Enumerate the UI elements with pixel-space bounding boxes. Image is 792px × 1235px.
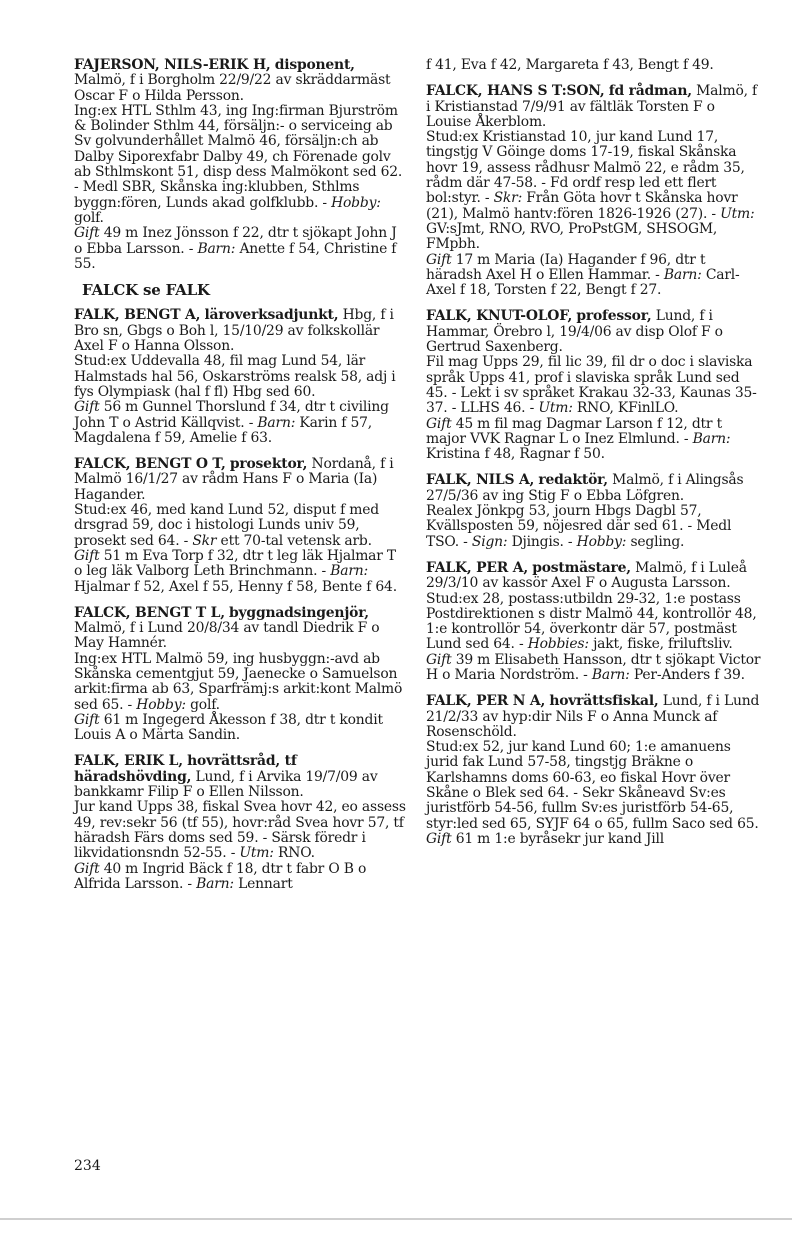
entry-title: läroverksadjunkt, (204, 307, 339, 324)
entry-title: fd rådman, (608, 83, 692, 100)
entry-text: Carl-Axel f 18, Torsten f 22, Bengt f 27. (426, 266, 740, 299)
entry-birth-info: Nordanå, f i Malmö 16/1/27 av rådm Hans F o Maria (Ia) Hagander. (74, 456, 394, 503)
entry-label: Utm: (720, 205, 755, 222)
entry-label: Gift (74, 547, 100, 564)
biography-entry (74, 754, 406, 892)
entry-label: Skr (192, 532, 217, 549)
entry-label: Utm: (538, 400, 573, 417)
entry-text: Lennart (238, 875, 293, 892)
entry-text: RNO. (277, 845, 315, 862)
entry-name: FALK, NILS A, (426, 472, 535, 489)
biography-entry (426, 309, 762, 462)
entry-text: Kristina f 48, Ragnar f 50. (426, 446, 605, 463)
entry-text: 61 m Ingegerd Åkesson f 38, dtr t kondit Louis A o Märta Sandin. (74, 711, 383, 744)
entry-label: Sign: (471, 533, 508, 550)
entry-title: hovrättsråd, tf häradshövding, (74, 753, 297, 785)
entry-label: Gift (74, 711, 100, 728)
entry-text: Jur kand Upps 38, fiskal Svea hovr 42, eo assess 49, rev:sekr 56 (tf 55), hovr:råd Svea hovr 57, tf häradsh Färs doms sed 59. - Särsk föredr i likvidationsndn 52-55. - (74, 799, 406, 862)
entry-label: Barn: (257, 414, 296, 431)
entry-birth-info: Malmö, f i Lund 20/8/34 av tandl Diedrik F o May Hamnér. (74, 620, 380, 652)
entry-label: Barn: (692, 430, 731, 447)
entry-text: Från Göta hovr t Skånska hovr (21), Malmö hantv:fören 1826-1926 (27). - (426, 190, 738, 222)
entry-text: golf. (190, 696, 220, 713)
entry-text: 17 m Maria (Ia) Hagander f 96, dtr t häradsh Axel H o Ellen Hammar. - (426, 251, 706, 283)
entry-text: 49 m Inez Jönsson f 22, dtr t sjökapt John J o Ebba Larsson. - (74, 225, 397, 257)
entry-text: Stud:ex Kristianstad 10, jur kand Lund 17, tingstjg V Göinge doms 17-19, fiskal Skånska hovr 19, assess rådhusr Malmö 22, e rådm 35, rådm där 47-58. - Fd ordf resp led ett flert bol:styr. - (426, 129, 745, 207)
entry-title: professor, (576, 308, 652, 325)
entry-continuation (426, 58, 762, 73)
entry-birth-info: Lund, f i Arvika 19/7/09 av bankkamr Filip F o Ellen Nilsson. (74, 768, 378, 801)
entry-birth-info: Hbg, f i Bro sn, Gbgs o Boh l, 15/10/29 av folkskollär Axel F o Hanna Olsson. (74, 307, 394, 355)
entry-title: byggnadsingenjör, (229, 604, 369, 621)
biography-entry (426, 84, 762, 298)
entry-text: Djingis. - (511, 533, 573, 550)
cross-reference: FALCK se FALK (82, 281, 210, 300)
biography-entry (74, 457, 406, 595)
entry-text: Fil mag Upps 29, fil lic 39, fil dr o doc i slaviska språk Upps 41, prof i slaviska språk Lund sed 45. - Lekt i sv språket Krakau 32-33, Kaunas 35-37. - LLHS 46. - (426, 354, 757, 417)
entry-text: 39 m Elisabeth Hansson, dtr t sjökapt Victor H o Maria Nordström. - (426, 651, 761, 683)
entry-text: segling. (630, 533, 685, 550)
entry-birth-info: Malmö, f i Luleå 29/3/10 av kassör Axel F o Augusta Larsson. (426, 559, 747, 592)
entry-text: 56 m Gunnel Thorslund f 34, dtr t civiling John T o Astrid Källqvist. - (74, 399, 389, 431)
entry-label: Gift (74, 860, 100, 877)
entry-name: FALK, PER N A, (426, 693, 546, 710)
entry-text: Stud:ex Uddevalla 48, fil mag Lund 54, lär Halmstads hal 56, Oskarströms realsk 58, adj i fys Olympiask (hal f fl) Hbg sed 60. (74, 353, 396, 400)
biography-entry (74, 606, 406, 744)
entry-text: 51 m Eva Torp f 32, dtr t leg läk Hjalmar T o leg läk Valborg Leth Brinchmann. - (74, 547, 396, 580)
entry-label: Skr: (493, 190, 523, 207)
entry-label: Barn: (591, 666, 630, 683)
entry-name: FALK, BENGT A, (74, 307, 201, 324)
entry-label: Barn: (197, 240, 236, 257)
entry-name: FALK, PER A, (426, 559, 528, 576)
entry-text: 40 m Ingrid Bäck f 18, dtr t fabr O B o Alfrida Larsson. - (74, 860, 367, 892)
entry-text: Per-Anders f 39. (633, 666, 745, 683)
entry-name: FALCK, HANS S T:SON, (426, 83, 605, 100)
entry-label: Hobbies: (527, 636, 589, 653)
entry-label: Utm: (239, 845, 274, 862)
entry-name: FALK, KNUT-OLOF, (426, 308, 573, 325)
entry-label: Gift (426, 651, 452, 668)
entry-text: RNO, KFinlLO. (576, 400, 679, 417)
entry-label: Gift (74, 225, 100, 242)
entry-label: Gift (74, 399, 100, 416)
entry-text: jakt, fiske, friluftsliv. (593, 636, 733, 653)
entry-name: FAJERSON, NILS-ERIK H, (74, 57, 271, 73)
entry-label: Barn: (663, 266, 702, 283)
biography-entry (74, 58, 406, 272)
entry-text: Karin f 57, Magdalena f 59, Amelie f 63. (74, 414, 372, 446)
continuation-text: f 41, Eva f 42, Margareta f 43, Bengt f 49. (426, 57, 714, 73)
entry-text: Stud:ex 52, jur kand Lund 60; 1:e amanuens jurid fak Lund 57-58, tingstjg Bräkne o Karlshamns doms 60-63, eo fiskal Hovr över Skåne o Blek sed 64. - Sekr Skåneavd Sv:es juristförb 54-56, fullm Sv:es juristförb 54-65, styr:led sed 65, SYJF 64 o 65, fullm Saco sed 65. (426, 739, 759, 832)
entry-name: FALCK, BENGT T L, (74, 604, 225, 621)
entry-text: Anette f 54, Christine f 55. (74, 240, 397, 272)
entry-label: Gift (426, 415, 452, 432)
entry-text: Ing:ex HTL Malmö 59, ing husbyggn:-avd ab Skånska cementgjut 59, Jaenecke o Samuelson arkit:firma ab 63, Sparfrämj:s arkit:kont Malmö sed 65. - (74, 650, 403, 713)
entry-text: Stud:ex 28, postass:utbildn 29-32, 1:e postass Postdirektionen s distr Malmö 44, kontrollör 48, 1:e kontrollör 54, överkontr där 57, postmäst Lund sed 64. - (426, 590, 757, 653)
entry-label: Barn: (196, 875, 234, 892)
entry-label: Gift (426, 830, 452, 847)
biography-entry (426, 694, 762, 847)
page-edge-divider (0, 1218, 792, 1220)
entry-birth-info: Malmö, f i Kristianstad 7/9/91 av fältläk Torsten F o Louise Åkerblom. (426, 83, 757, 130)
entry-birth-info: Lund, f i Lund 21/2/33 av hyp:dir Nils F o Anna Munck af Rosenschöld. (426, 693, 760, 740)
entry-label: Barn: (330, 563, 368, 580)
entry-label: Hobby: (136, 696, 186, 713)
biography-entry (426, 561, 762, 683)
entry-title: prosektor, (229, 456, 308, 473)
entry-label: Hobby: (576, 533, 627, 550)
entry-name: FALCK, BENGT O T, (74, 456, 226, 473)
entry-birth-info: Lund, f i Hammar, Örebro l, 19/4/06 av disp Olof F o Gertrud Saxenberg. (426, 308, 723, 356)
biography-entry (74, 308, 406, 446)
left-column (74, 58, 406, 903)
entry-text: Ing:ex HTL Sthlm 43, ing Ing:firman Bjurström & Bolinder Sthlm 44, försäljn:- o serviceing ab Sv golvunderhållet Malmö 46, försäljn:ch ab Dalby Siporexfabr Dalby 49, ch Förenade golv ab Sthlmskont 51, disp dess Malmökont sed 62. - Medl SBR, Skånska ing:klubben, Sthlms byggn:fören, Lunds akad golfklubb. - (74, 102, 403, 211)
entry-text: Stud:ex 46, med kand Lund 52, disput f med drsgrad 59, doc i histologi Lunds univ 59, prosekt sed 64. - (74, 502, 379, 549)
entry-text: golf. (74, 209, 104, 226)
entry-text: Realex Jönkpg 53, journ Hbgs Dagbl 57, Kvällsposten 59, nöjesred där sed 61. - Medl TSO. - (426, 503, 732, 550)
entry-birth-info: Malmö, f i Borgholm 22/9/22 av skräddarmäst Oscar F o Hilda Persson. (74, 72, 391, 104)
page-number: 234 (74, 1158, 101, 1174)
entry-name: FALK, ERIK L, (74, 753, 183, 770)
biography-entry (426, 473, 762, 549)
entry-text: ett 70-tal vetensk arb. (220, 532, 372, 549)
right-column (426, 58, 762, 858)
entry-title: hovrättsfiskal, (549, 693, 659, 710)
entry-text: 61 m 1:e byråsekr jur kand Jill (455, 830, 664, 847)
entry-title: redaktör, (538, 472, 608, 489)
entry-label: Gift (426, 251, 452, 268)
entry-title: postmästare, (532, 559, 631, 576)
entry-title: disponent, (274, 57, 355, 73)
entry-text: Hjalmar f 52, Axel f 55, Henny f 58, Bente f 64. (74, 578, 397, 595)
entry-birth-info: Malmö, f i Alingsås 27/5/36 av ing Stig F o Ebba Löfgren. (426, 472, 744, 504)
entry-label: Hobby: (331, 194, 381, 211)
entry-text: 45 m fil mag Dagmar Larson f 12, dtr t major VVK Ragnar L o Inez Elmlund. - (426, 415, 722, 447)
entry-text: GV:sJmt, RNO, RVO, ProPstGM, SHSOGM, FMpbh. (426, 220, 718, 253)
